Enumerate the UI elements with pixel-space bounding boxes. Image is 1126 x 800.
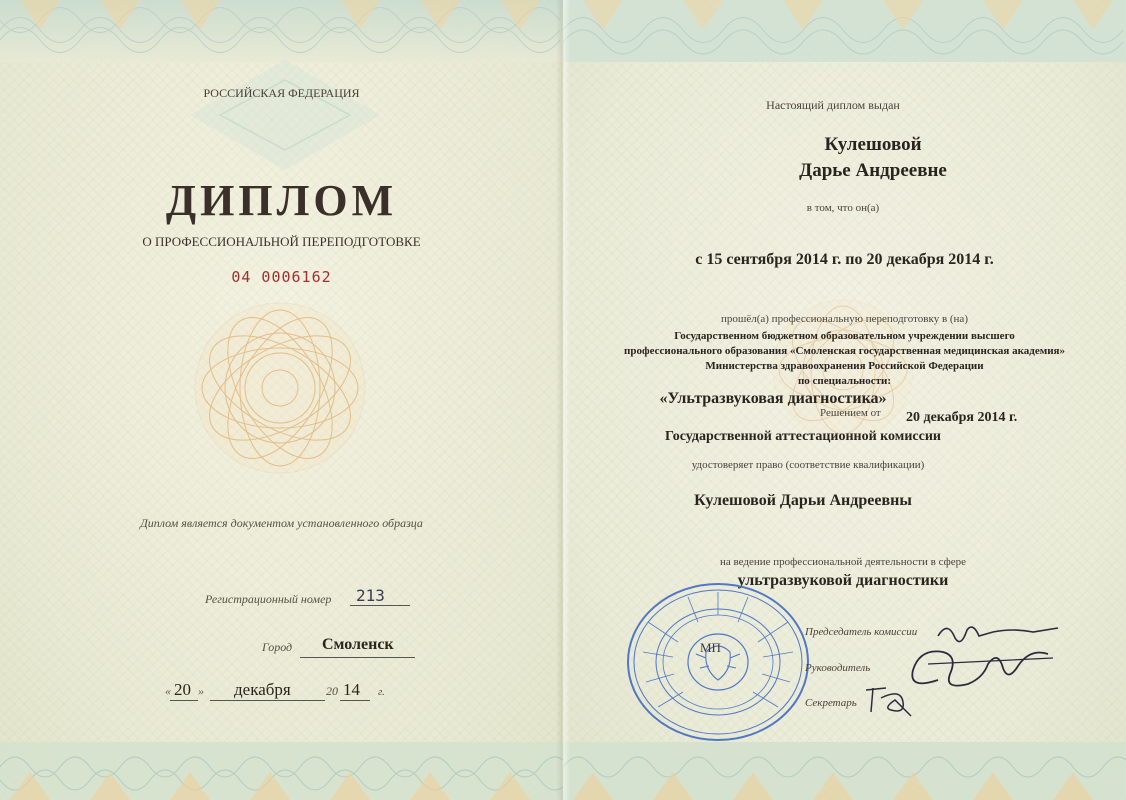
city-line: [300, 657, 415, 658]
institution-line-2: профессионального образования «Смоленская государственная медицинская академия»: [624, 345, 1065, 357]
completed-label: прошёл(а) профессиональную переподготовку в (на): [721, 313, 968, 325]
commission-chair-label: Председатель комиссии: [805, 626, 918, 638]
diploma-number: 04 0006162: [231, 268, 332, 286]
diploma-title: ДИПЛОМ: [165, 176, 398, 225]
decorative-top-band-right: [563, 0, 1126, 62]
secretary-signature: [861, 680, 921, 720]
decorative-bottom-band-right: [563, 742, 1126, 800]
date-year-unit: г.: [378, 686, 385, 698]
recipient-surname: Кулешовой: [824, 134, 922, 155]
date-year-suffix: 14: [343, 680, 360, 699]
date-month-line: [210, 700, 325, 701]
activity-field: ультразвуковой диагностики: [737, 572, 949, 589]
certify-label: в том, что он(а): [806, 202, 880, 214]
official-document-note: Диплом является документом установленного образца: [140, 516, 423, 530]
recipient-given-names: Дарье Андреевне: [799, 160, 947, 181]
head-label: Руководитель: [805, 662, 871, 674]
issued-to-label: Настоящий диплом выдан: [766, 98, 900, 112]
institution-line-1: Государственном бюджетном образовательном учреждении высшего: [674, 330, 1015, 342]
date-year-prefix: 20: [326, 684, 338, 698]
date-month: декабря: [234, 680, 291, 699]
decision-label: Решением от: [820, 407, 881, 419]
crest-watermark: [180, 55, 390, 175]
head-signature: [898, 640, 1058, 698]
country-label: РОССИЙСКАЯ ФЕДЕРАЦИЯ: [203, 86, 360, 100]
date-day-line: [170, 700, 198, 701]
training-period: с 15 сентября 2014 г. по 20 декабря 2014 г.: [695, 251, 994, 268]
registration-label: Регистрационный номер: [205, 592, 332, 606]
decision-date: 20 декабря 2014 г.: [906, 410, 1018, 425]
page-fold: [556, 0, 570, 800]
diploma-content-page: [563, 0, 1126, 800]
institution-line-3: Министерства здравоохранения Российской Федерации: [705, 360, 984, 372]
rosette-ornament: [190, 298, 370, 478]
activity-label: на ведение профессиональной деятельности в сфере: [719, 556, 967, 568]
stamp-place-mark: МП: [700, 640, 721, 655]
commission-name: Государственной аттестационной комиссии: [665, 429, 941, 444]
specialty-name: «Ультразвуковая диагностика»: [659, 390, 887, 407]
date-close-quote: »: [198, 684, 204, 698]
registration-line: [350, 605, 410, 606]
right-label: удостоверяет право (соответствие квалификации): [691, 459, 925, 471]
date-open-quote: «: [165, 684, 171, 698]
city-label: Город: [262, 640, 293, 654]
specialty-label: по специальности:: [797, 375, 892, 387]
decorative-top-band: [0, 0, 563, 62]
secretary-label: Секретарь: [805, 697, 857, 709]
date-year-line: [340, 700, 370, 701]
official-stamp: [623, 578, 813, 743]
date-day: 20: [174, 680, 191, 699]
diploma-subtitle: О ПРОФЕССИОНАЛЬНОЙ ПЕРЕПОДГОТОВКЕ: [142, 234, 421, 249]
decorative-bottom-band: [0, 742, 563, 800]
registration-number: 213: [356, 586, 385, 605]
city-value: Смоленск: [322, 636, 394, 653]
recipient-name-genitive: Кулешовой Дарьи Андреевны: [694, 492, 912, 509]
